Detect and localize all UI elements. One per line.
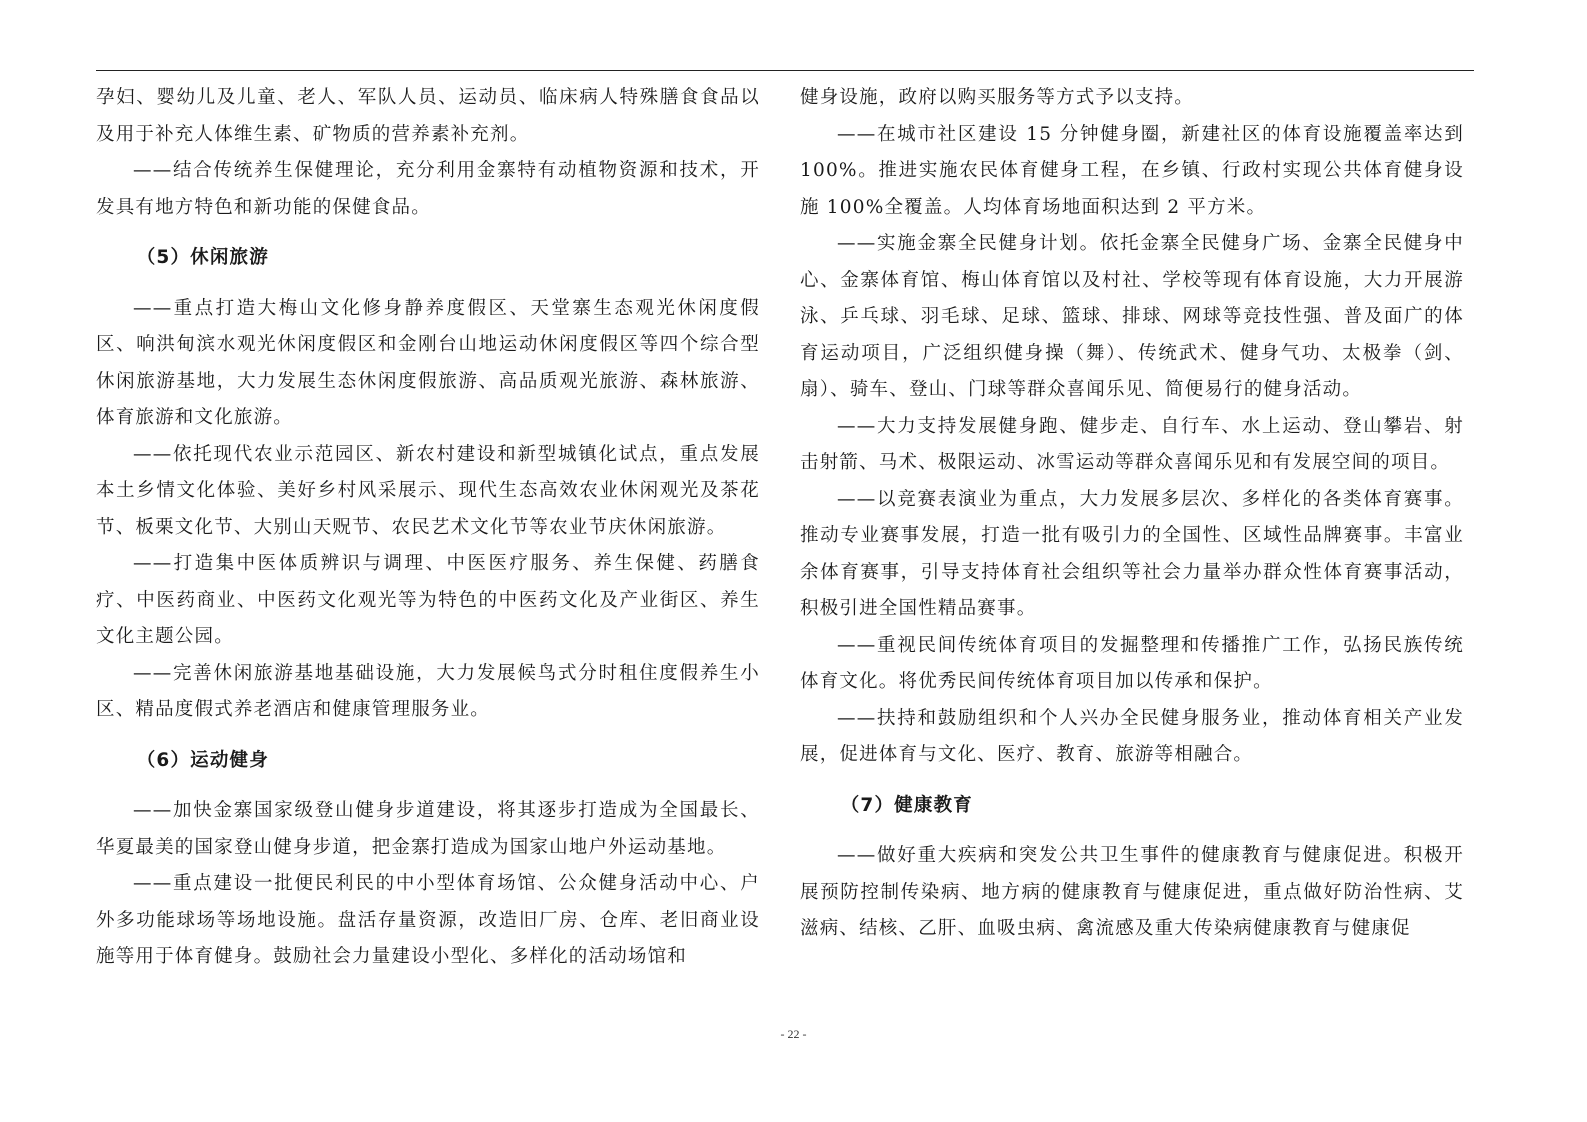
paragraph: 健身设施，政府以购买服务等方式予以支持。 [800, 87, 1195, 108]
paragraph: ——以竞赛表演业为重点，大力发展多层次、多样化的各类体育赛事。推动专业赛事发展，打造一批有吸引力的全国性、区域性品牌赛事。丰富业余体育赛事，引导支持体育社会组织等社会力量举办群众性体育赛事活动，积极引进全国性精品赛事。 [800, 488, 1464, 619]
paragraph: ——扶持和鼓励组织和个人兴办全民健身服务业，推动体育相关产业发展，促进体育与文化、医疗、教育、旅游等相融合。 [800, 707, 1464, 765]
paragraph: ——依托现代农业示范园区、新农村建设和新型城镇化试点，重点发展本土乡情文化体验、美好乡村风采展示、现代生态高效农业休闲观光及茶花节、板栗文化节、大别山天贶节、农民艺术文化节等农业节庆休闲旅游。 [96, 443, 760, 538]
paragraph: ——打造集中医体质辨识与调理、中医医疗服务、养生保健、药膳食疗、中医药商业、中医药文化观光等为特色的中医药文化及产业街区、养生文化主题公园。 [96, 553, 760, 647]
paragraph: ——重点建设一批便民利民的中小型体育场馆、公众健身活动中心、户外多功能球场等场地设施。盘活存量资源，改造旧厂房、仓库、老旧商业设施等用于体育健身。鼓励社会力量建设小型化、多样化的活动场馆和 [96, 873, 760, 967]
paragraph: ——加快金寨国家级登山健身步道建设，将其逐步打造成为全国最长、华夏最美的国家登山健身步道，把金寨打造成为国家山地户外运动基地。 [96, 800, 760, 858]
header-rule [96, 70, 1474, 71]
paragraph: 孕妇、婴幼儿及儿童、老人、军队人员、运动员、临床病人特殊膳食食品以及用于补充人体维生素、矿物质的营养素补充剂。 [96, 87, 760, 145]
section-heading: （6）运动健身 [136, 749, 269, 771]
page-number: - 22 - [780, 1027, 807, 1041]
paragraph: ——做好重大疾病和突发公共卫生事件的健康教育与健康促进。积极开展预防控制传染病、地方病的健康教育与健康促进，重点做好防治性病、艾滋病、结核、乙肝、血吸虫病、禽流感及重大传染病健康教育与健康促 [800, 845, 1464, 939]
paragraph: ——大力支持发展健身跑、健步走、自行车、水上运动、登山攀岩、射击射箭、马术、极限运动、冰雪运动等群众喜闻乐见和有发展空间的项目。 [800, 415, 1464, 473]
paragraph: ——重点打造大梅山文化修身静养度假区、天堂寨生态观光休闲度假区、响洪甸滨水观光休闲度假区和金刚台山地运动休闲度假区等四个综合型休闲旅游基地，大力发展生态休闲度假旅游、高品质观光旅游、森林旅游、体育旅游和文化旅游。 [96, 297, 760, 428]
left-column [96, 80, 760, 976]
section-heading: （5）休闲旅游 [136, 247, 269, 268]
paragraph: ——重视民间传统体育项目的发掘整理和传播推广工作，弘扬民族传统体育文化。将优秀民间传统体育项目加以传承和保护。 [800, 634, 1464, 692]
paragraph: ——在城市社区建设 15 分钟健身圈，新建社区的体育设施覆盖率达到 100%。推进实施农民体育健身工程，在乡镇、行政村实现公共体育健身设施 100%全覆盖。人均体育场地面积达到 2 平方米。 [800, 123, 1464, 218]
right-column [800, 80, 1464, 948]
section-heading: （7）健康教育 [840, 794, 973, 816]
paragraph: ——完善休闲旅游基地基础设施，大力发展候鸟式分时租住度假养生小区、精品度假式养老酒店和健康管理服务业。 [96, 662, 760, 720]
paragraph: ——结合传统养生保健理论，充分利用金寨特有动植物资源和技术，开发具有地方特色和新功能的保健食品。 [96, 160, 760, 218]
paragraph: ——实施金寨全民健身计划。依托金寨全民健身广场、金寨全民健身中心、金寨体育馆、梅山体育馆以及村社、学校等现有体育设施，大力开展游泳、乒乓球、羽毛球、足球、篮球、排球、网球等竞技性强、普及面广的体育运动项目，广泛组织健身操（舞）、传统武术、健身气功、太极拳（剑、扇）、骑车、登山、门球等群众喜闻乐见、简便易行的健身活动。 [800, 233, 1464, 400]
